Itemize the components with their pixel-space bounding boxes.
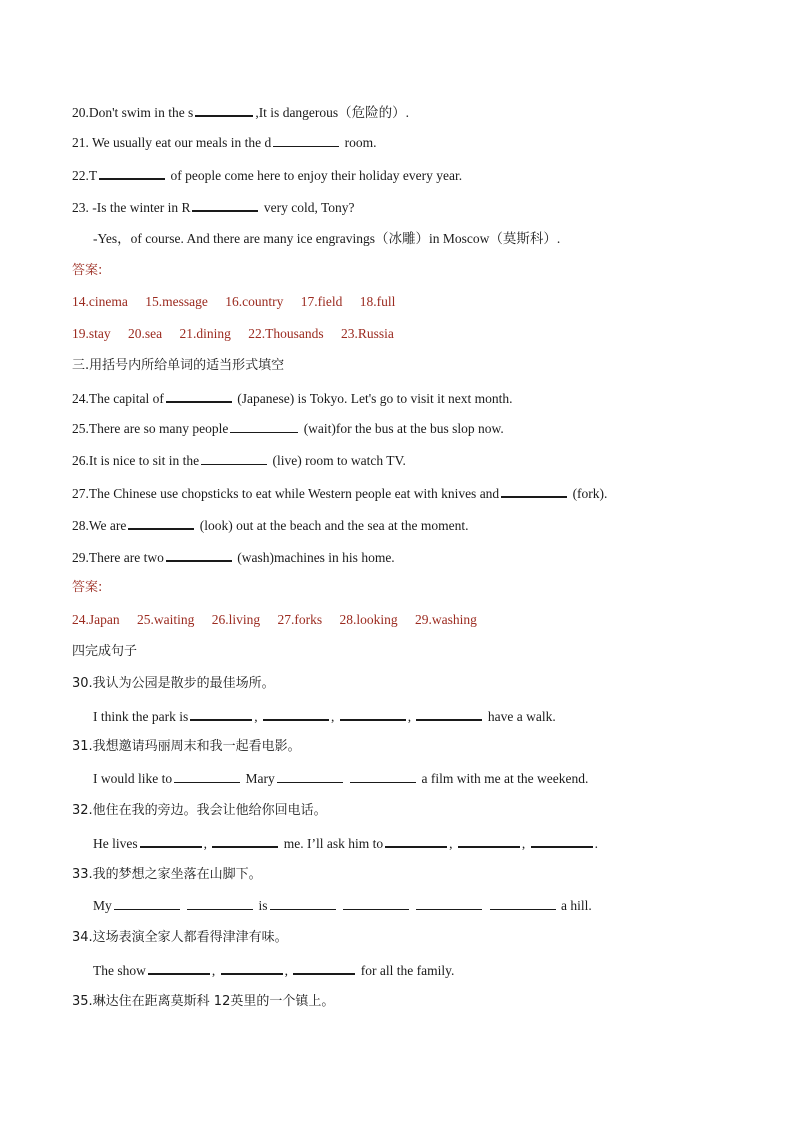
answer-blank[interactable]: [340, 707, 406, 721]
answer-item: 14.cinema: [72, 294, 128, 309]
answer-blank[interactable]: [385, 834, 447, 848]
answer-item: 19.stay: [72, 326, 111, 341]
section-4-heading: 四完成句子: [72, 644, 138, 659]
answer-blank[interactable]: [99, 166, 165, 180]
question-23-reply: -Yes，of course. And there are many ice engravings（冰雕）in Moscow（莫斯科）.: [93, 231, 561, 246]
answer-blank[interactable]: [277, 770, 343, 783]
answer-item: 17.field: [300, 294, 343, 309]
answer-blank[interactable]: [416, 707, 482, 721]
answer-item: 25.waiting: [137, 612, 195, 627]
answer-item: 16.country: [225, 294, 284, 309]
question-33: My is a hill.: [93, 898, 592, 913]
answer-item: 23.Russia: [341, 326, 394, 341]
answers-row-3: [72, 611, 491, 629]
question-23: 23. -Is the winter in R very cold, Tony?: [72, 200, 355, 215]
answer-blank[interactable]: [263, 707, 329, 721]
question-26: 26.It is nice to sit in the (live) room to watch TV.: [72, 453, 406, 468]
answer-item: 21.dining: [179, 326, 231, 341]
question-24: 24.The capital of (Japanese) is Tokyo. Let's go to visit it next month.: [72, 391, 513, 406]
answer-blank[interactable]: [148, 961, 210, 975]
answer-item: 24.Japan: [72, 612, 120, 627]
answer-item: 18.full: [359, 294, 396, 309]
answer-blank[interactable]: [270, 897, 336, 910]
answer-blank[interactable]: [128, 516, 194, 530]
question-32-chinese: 32.他住在我的旁边。我会让他给你回电话。: [72, 803, 327, 818]
question-30-chinese: 30.我认为公园是散步的最佳场所。: [72, 676, 275, 691]
answer-item: 27.forks: [277, 612, 323, 627]
answer-blank[interactable]: [531, 834, 593, 848]
answers-row-2: [72, 325, 408, 343]
answers-label-1: 答案:: [72, 263, 103, 278]
answer-blank[interactable]: [458, 834, 520, 848]
answer-item: 29.washing: [415, 612, 477, 627]
answer-blank[interactable]: [166, 389, 232, 403]
answer-blank[interactable]: [212, 834, 278, 848]
question-29: 29.There are two (wash)machines in his home.: [72, 550, 395, 565]
answers-row-1: [72, 293, 409, 311]
question-27: 27.The Chinese use chopsticks to eat while Western people eat with knives and (fork).: [72, 486, 608, 501]
question-20: 20.Don't swim in the s ,It is dangerous（危险的）.: [72, 105, 410, 120]
question-33-chinese: 33.我的梦想之家坐落在山脚下。: [72, 867, 262, 882]
question-34-chinese: 34.这场表演全家人都看得津津有味。: [72, 930, 288, 945]
answer-blank[interactable]: [174, 770, 240, 783]
question-25: 25.There are so many people (wait)for the bus at the bus slop now.: [72, 421, 504, 436]
answer-blank[interactable]: [190, 707, 252, 721]
answer-item: 20.sea: [128, 326, 163, 341]
question-32: He lives , me. I’ll ask him to , , .: [93, 836, 598, 851]
answer-item: 15.message: [145, 294, 208, 309]
answer-item: 22.Thousands: [248, 326, 324, 341]
answer-blank[interactable]: [221, 961, 283, 975]
answer-blank[interactable]: [293, 961, 355, 975]
answer-blank[interactable]: [230, 420, 298, 433]
answer-blank[interactable]: [195, 103, 253, 117]
answers-label-2: 答案:: [72, 580, 103, 595]
question-30: I think the park is , , , have a walk.: [93, 709, 556, 724]
question-22: 22.T of people come here to enjoy their holiday every year.: [72, 168, 463, 183]
answer-item: 26.living: [211, 612, 261, 627]
question-21: 21. We usually eat our meals in the d room.: [72, 135, 377, 150]
answer-blank[interactable]: [187, 897, 253, 910]
answer-blank[interactable]: [416, 897, 482, 910]
answer-blank[interactable]: [166, 548, 232, 562]
question-31-chinese: 31.我想邀请玛丽周末和我一起看电影。: [72, 739, 301, 754]
answer-blank[interactable]: [114, 897, 180, 910]
question-35-chinese: 35.琳达住在距离莫斯科 12英里的一个镇上。: [72, 994, 335, 1009]
question-31: I would like to Mary a film with me at the weekend.: [93, 771, 589, 786]
answer-blank[interactable]: [192, 198, 258, 212]
answer-item: 28.looking: [339, 612, 398, 627]
answer-blank[interactable]: [350, 770, 416, 783]
section-3-heading: 三.用括号内所给单词的适当形式填空: [72, 358, 285, 373]
answer-blank[interactable]: [201, 452, 267, 465]
answer-blank[interactable]: [343, 897, 409, 910]
answer-blank[interactable]: [273, 134, 339, 147]
answer-blank[interactable]: [140, 834, 202, 848]
answer-blank[interactable]: [501, 484, 567, 498]
question-28: 28.We are (look) out at the beach and the sea at the moment.: [72, 518, 469, 533]
answer-blank[interactable]: [490, 897, 556, 910]
question-34: The show , , for all the family.: [93, 963, 455, 978]
